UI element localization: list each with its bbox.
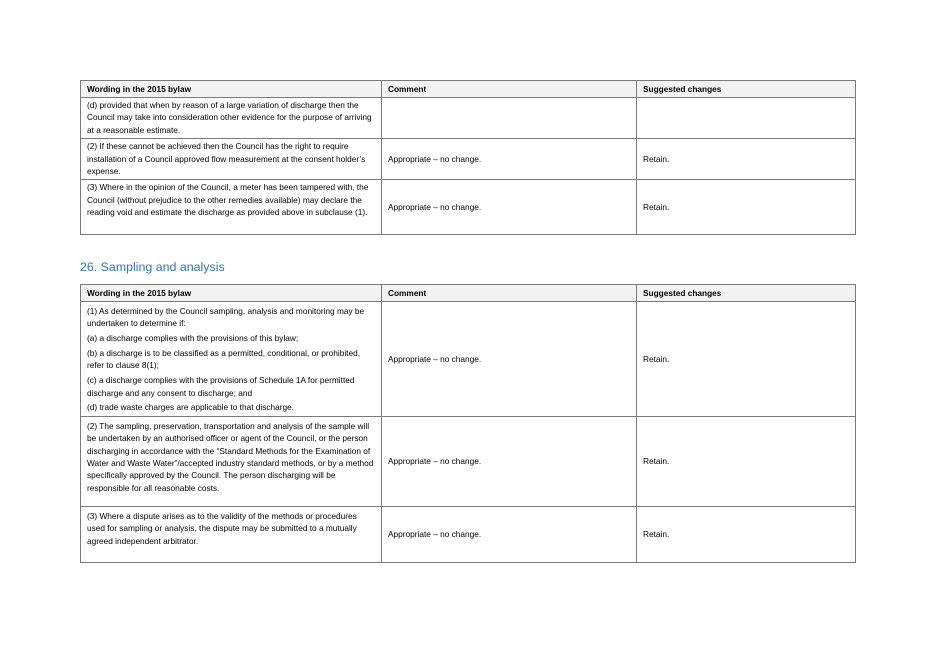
header-wording: Wording in the 2015 bylaw — [81, 81, 382, 98]
table-header-row — [81, 285, 856, 302]
comment-cell: Appropriate – no change. — [382, 416, 637, 506]
table-row — [81, 302, 856, 417]
suggested-change-cell: Retain. — [637, 416, 856, 506]
table-row — [81, 139, 856, 180]
bylaw-table-1 — [80, 80, 856, 235]
comment-cell: Appropriate – no change. — [382, 302, 637, 417]
suggested-change-cell: Retain. — [637, 302, 856, 417]
comment-cell: Appropriate – no change. — [382, 506, 637, 562]
wording-cell — [81, 416, 382, 506]
header-wording: Wording in the 2015 bylaw — [81, 285, 382, 302]
table-row — [81, 180, 856, 235]
table-header-row — [81, 81, 856, 98]
header-comment: Comment — [382, 81, 637, 98]
table-row — [81, 98, 856, 139]
wording-text: (3) Where in the opinion of the Council, a meter has been tampered with, the Council (without prejudice to the other remedies available) may declare the reading void and estimate the discharge as provided above in subclause (1). — [87, 182, 369, 218]
wording-cell — [81, 302, 382, 417]
bylaw-table-2 — [80, 284, 856, 563]
table-row — [81, 506, 856, 562]
wording-text: (2) If these cannot be achieved then the Council has the right to require installation of a Council approved flow measurement at the consent holder’s expense. — [87, 141, 366, 177]
comment-cell — [382, 98, 637, 139]
wording-text: (d) provided that when by reason of a large variation of discharge then the Council may take into consideration other evidence for the purpose of arriving at a reasonable estimate. — [87, 100, 372, 135]
suggested-change-cell — [637, 98, 856, 139]
section-heading: 26. Sampling and analysis — [80, 260, 225, 274]
table-row — [81, 416, 856, 506]
suggested-change-cell: Retain. — [637, 180, 856, 235]
wording-cell — [81, 506, 382, 562]
wording-cell — [81, 139, 382, 180]
comment-cell: Appropriate – no change. — [382, 180, 637, 235]
wording-text: (1) As determined by the Council sampling, analysis and monitoring may be undertaken to determine if: — [87, 306, 365, 329]
suggested-change-cell: Retain. — [637, 506, 856, 562]
suggested-change-cell: Retain. — [637, 139, 856, 180]
header-suggested-changes: Suggested changes — [637, 285, 856, 302]
wording-text: (2) The sampling, preservation, transportation and analysis of the sample will be undertaken by an authorised officer or agent of the Council, or the person discharging in accordance with the “Standard Methods for the Examination of Water and Waste Water”/accepted industry standard methods, or by a method specifically approved by the Council. The person discharging will be responsible for all reasonable costs. — [87, 420, 374, 493]
wording-text: (b) a discharge is to be classified as a permitted, conditional, or prohibited, refer to clause 8(1); — [87, 348, 361, 371]
comment-cell: Appropriate – no change. — [382, 139, 637, 180]
header-suggested-changes: Suggested changes — [637, 81, 856, 98]
wording-text: (d) trade waste charges are applicable to that discharge. — [87, 402, 295, 413]
header-comment: Comment — [382, 285, 637, 302]
wording-cell — [81, 98, 382, 139]
wording-text: (3) Where a dispute arises as to the validity of the methods or procedures used for sampling or analysis, the dispute may be submitted to a mutually agreed independent arbitrator. — [87, 510, 357, 546]
wording-text: (a) a discharge complies with the provisions of this bylaw; — [87, 333, 299, 344]
wording-text: (c) a discharge complies with the provisions of Schedule 1A for permitted discharge and any consent to discharge; and — [87, 375, 355, 398]
wording-cell — [81, 180, 382, 235]
